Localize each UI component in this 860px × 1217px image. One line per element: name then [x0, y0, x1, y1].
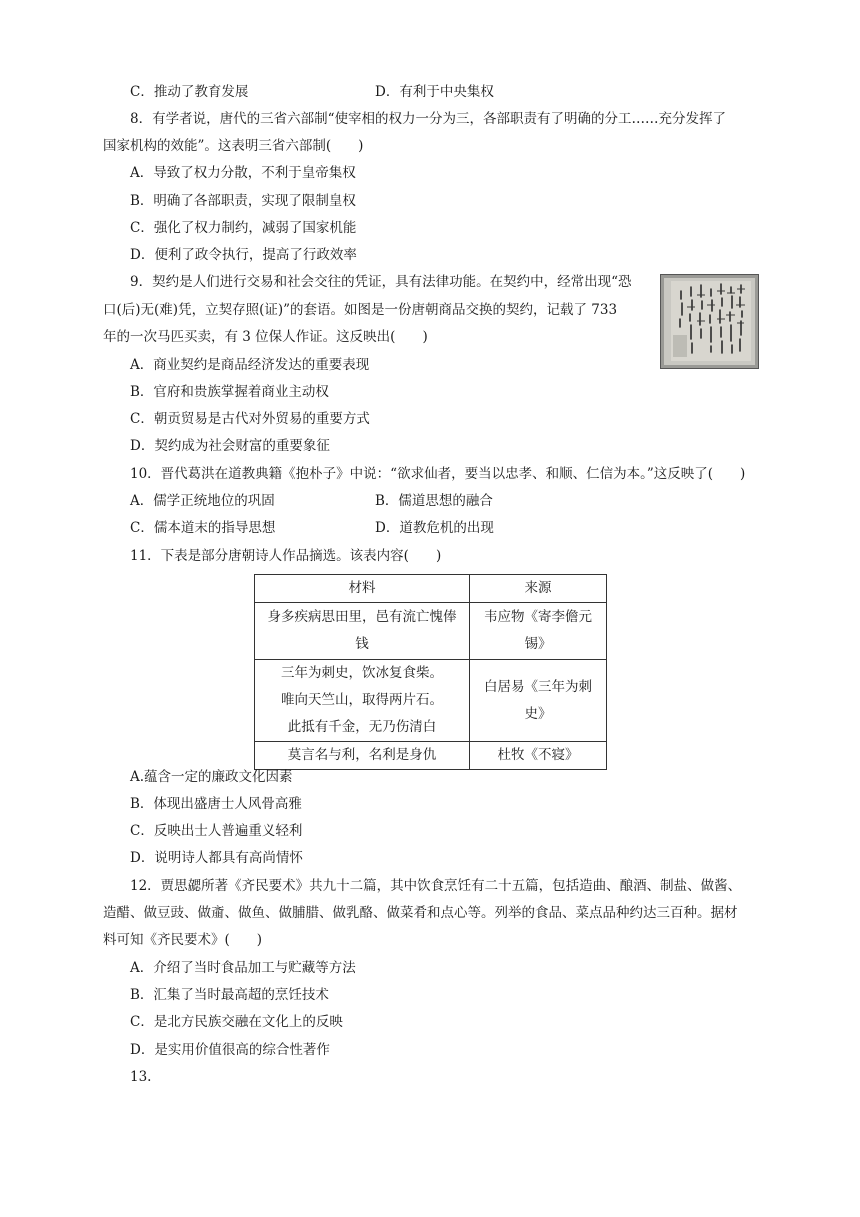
- q12-option-c: C．是北方民族交融在文化上的反映: [130, 1014, 343, 1030]
- material-line: 三年为刺史，饮冰复食柴。: [281, 665, 443, 681]
- material-line: 钱: [355, 636, 369, 652]
- table-cell-source: 杜牧《不寝》: [470, 742, 607, 770]
- q9-stem-line-2: 口(后)无(难)凭，立契存照(证)”的套语。如图是一份唐朝商品交换的契约，记载了 733: [103, 302, 618, 318]
- q9-option-d: D．契约成为社会财富的重要象征: [130, 438, 330, 454]
- q10-option-d: D．道教危机的出现: [375, 520, 494, 536]
- q10-option-c: C．儒本道末的指导思想: [130, 520, 276, 536]
- q7-option-d: D．有利于中央集权: [375, 84, 494, 100]
- material-line: 唯向天竺山，取得两片石。: [281, 692, 443, 708]
- q8-option-d: D．便利了政令执行，提高了行政效率: [130, 247, 357, 263]
- table-row: [255, 603, 607, 660]
- q9-option-b: B．官府和贵族掌握着商业主动权: [130, 384, 329, 400]
- q9-stem-line-3: 年的一次马匹买卖，有 3 位保人作证。这反映出( ): [103, 329, 428, 345]
- q10-option-a: A．儒学正统地位的巩固: [130, 493, 275, 509]
- q12-stem-line-2: 造醋、做豆豉、做齑、做鱼、做脯腊、做乳酪、做菜肴和点心等。列举的食品、菜点品种约达三百种。据材: [103, 905, 738, 921]
- q8-option-b: B．明确了各部职责，实现了限制皇权: [130, 193, 356, 209]
- table-header-material: 材料: [255, 575, 470, 603]
- material-line: 此抵有千金，无乃伤清白: [287, 719, 437, 735]
- q12-option-a: A．介绍了当时食品加工与贮藏等方法: [130, 960, 356, 976]
- q9-option-a: A．商业契约是商品经济发达的重要表现: [130, 357, 370, 373]
- table-cell-material: [255, 742, 470, 770]
- q8-option-c: C．强化了权力制约，减弱了国家机能: [130, 220, 357, 236]
- q12-option-b: B．汇集了当时最高超的烹饪技术: [130, 987, 329, 1003]
- q11-option-c: C．反映出士人普遍重义轻利: [130, 823, 303, 839]
- q12-stem-line-3: 料可知《齐民要术》( ): [103, 932, 263, 948]
- table-header-row: [255, 575, 607, 603]
- q8-option-a: A．导致了权力分散，不利于皇帝集权: [130, 165, 356, 181]
- table-row: [255, 660, 607, 742]
- q12-option-d: D．是实用价值很高的综合性著作: [130, 1042, 330, 1058]
- poem-table: [254, 574, 607, 770]
- table-cell-material: [255, 660, 470, 742]
- q12-stem-line-1: 12．贾思勰所著《齐民要术》共九十二篇，其中饮食烹饪有二十五篇，包括造曲、酿酒、制盐、做酱、: [130, 878, 742, 894]
- table-cell-source: 韦应物《寄李儋元锡》: [470, 603, 607, 660]
- q8-stem-line-1: 8．有学者说，唐代的三省六部制“使宰相的权力一分为三，各部职责有了明确的分工……充分发挥了: [130, 111, 726, 127]
- q9-option-c: C．朝贡贸易是古代对外贸易的重要方式: [130, 411, 370, 427]
- q9-stem-line-1: 9．契约是人们进行交易和社会交往的凭证，具有法律功能。在契约中，经常出现“恐: [130, 274, 632, 290]
- q11-option-b: B．体现出盛唐士人风骨高雅: [130, 796, 302, 812]
- material-line: 莫言名与利，名利是身仇: [287, 747, 437, 763]
- q10-option-b: B．儒道思想的融合: [375, 493, 493, 509]
- q7-option-c: C．推动了教育发展: [130, 84, 249, 100]
- q11-stem: 11．下表是部分唐朝诗人作品摘选。该表内容( ): [130, 548, 442, 564]
- table-row: [255, 742, 607, 770]
- q11-option-a: A.蕴含一定的廉政文化因素: [130, 769, 293, 785]
- table-cell-material: [255, 603, 470, 660]
- table-cell-source: 白居易《三年为刺史》: [470, 660, 607, 742]
- q11-option-d: D．说明诗人都具有高尚情怀: [130, 850, 303, 866]
- material-line: 身多疾病思田里，邑有流亡愧俸: [267, 609, 457, 625]
- q10-stem: 10．晋代葛洪在道教典籍《抱朴子》中说：“欲求仙者，要当以忠孝、和顺、仁信为本。”这反映了( ): [130, 466, 746, 482]
- table-header-source: 来源: [470, 575, 607, 603]
- tang-contract-image: [660, 274, 759, 369]
- q13-number: 13.: [130, 1069, 152, 1085]
- q8-stem-line-2: 国家机构的效能”。这表明三省六部制( ): [103, 138, 364, 154]
